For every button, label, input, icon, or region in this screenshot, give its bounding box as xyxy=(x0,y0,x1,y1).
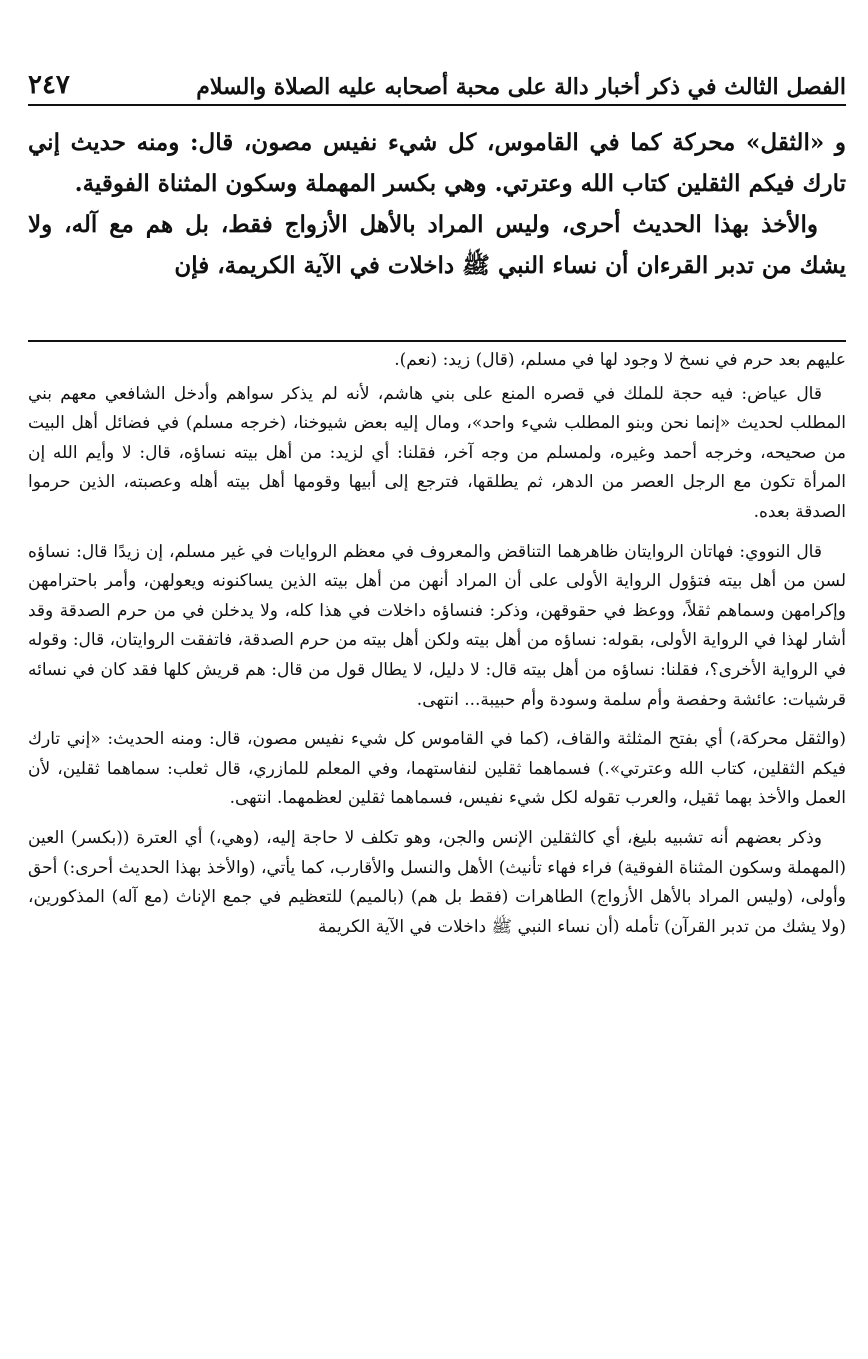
main-paragraph: و «الثقل» محركة كما في القاموس، كل شيء نفيس مصون، قال: ومنه حديث إني تارك فيكم الثقلين كتاب الله وعترتي. وهي بكسر المهملة وسكون المثناة الفوقية. xyxy=(28,129,846,197)
commentary-paragraph: عليهم بعد حرم في نسخ لا وجود لها في مسلم، (قال) زيد: (نعم). xyxy=(394,350,846,370)
main-paragraph: والأخذ بهذا الحديث أحرى، وليس المراد بالأهل الأزواج فقط، بل هم مع آله، ولا يشك من تدبر القرءان أن نساء النبي ﷺ داخلات في الآية الكريمة، فإن xyxy=(28,211,846,279)
commentary-paragraph: قال عياض: فيه حجة للملك في قصره المنع على بني هاشم، لأنه لم يذكر سواهم وأدخل الشافعي معهم بني المطلب لحديث «إنما نحن وبنو المطلب شيء واحد»، ومال إليه بعض شيوخنا، (خرجه مسلم) في فضائل أهل البيت من صحيحه، وخرجه أحمد وغيره، ولمسلم من وجه آخر، فقلنا: أي لزيد: من أهل بيته نساؤه، قال: لا وأيم الله إن المرأة تكون مع الرجل العصر من الدهر، ثم يطلقها، فترجع إلى أبيها وقومها أهل بيته أهله وعصبته، الذين حرموا الصدقة بعده. xyxy=(28,383,846,522)
book-page xyxy=(28,0,846,1359)
commentary-paragraph: وذكر بعضهم أنه تشبيه بليغ، أي كالثقلين الإنس والجن، وهو تكلف لا حاجة إليه، (وهي،) أي العترة ((بكسر) العين (المهملة وسكون المثناة الفوقية) فراء فهاء تأنيث) الأهل والنسل والأقارب، كما يأتي، (والأخذ بهذا الحديث أحرى:) أحق وأولى، (وليس المراد بالأهل الأزواج) الطاهرات (فقط بل هم) (بالميم) للتعظيم في جمع الإناث (مع آله) المذكورين، (ولا يشك من تدبر القرآن) تأمله (أن نساء النبي ﷺ داخلات في الآية الكريمة xyxy=(28,827,846,937)
chapter-title: الفصل الثالث في ذكر أخبار دالة على محبة أصحابه عليه الصلاة والسلام xyxy=(196,74,846,100)
commentary-paragraph: قال النووي: فهاتان الروايتان ظاهرهما التناقض والمعروف في معظم الروايات في غير مسلم، إن زيدًا قال: نساؤه لسن من أهل بيته فتؤول الرواية الأولى على أن المراد أنهن من أهل بيته الذين يساكنونه ويعولهن، وأمر باحترامهن وإكرامهن وسماهم ثقلاً، ووعظ في حقوقهن، وذكر: فنساؤه داخلات في هذا كله، ولا يدخلن في من حرم الصدقة وقد أشار لهذا في الرواية الأولى، بقوله: نساؤه من أهل بيته ولكن أهل بيته من حرم الصدقة، فاتفقت الروايتان، قال: وقوله في الرواية الأخرى؟، فقلنا: نساؤه من أهل بيته قال: لا دليل، لا يطال قول من قال: هم قريش كلها فقد كان في نسائه قرشيات: عائشة وحفصة وأم سلمة وسودة وأم حبيبة... انتهى. xyxy=(28,541,846,710)
main-text-block xyxy=(28,122,846,286)
page-number: ٢٤٧ xyxy=(28,70,70,100)
page-header xyxy=(28,60,846,106)
divider-line xyxy=(28,340,846,342)
commentary-paragraph: (والثقل محركة،) أي بفتح المثلثة والقاف، (كما في القاموس كل شيء نفيس مصون، قال: ومنه الحديث: «إني تارك فيكم الثقلين، كتاب الله وعترتي».) فسماهما ثقلين لنفاستهما، وفي المعلم للمازري، قال ثعلب: سماهما ثقلين، لأن العمل والأخذ بهما ثقيل، والعرب تقوله لكل شيء نفيس، فسماهما ثقلين لعظمهما. انتهى. xyxy=(28,729,846,809)
commentary-block xyxy=(28,346,846,952)
